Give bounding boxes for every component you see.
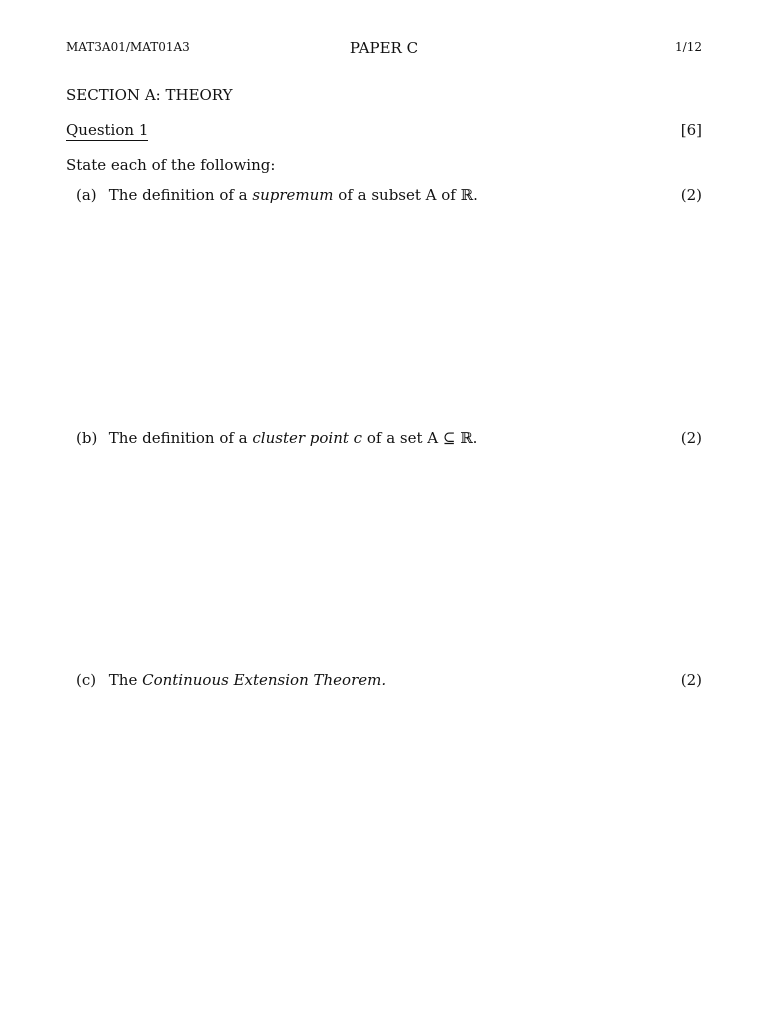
part-label: (c) xyxy=(76,671,97,689)
paper-title: PAPER C xyxy=(349,39,419,57)
course-code: MAT3A01/MAT01A3 xyxy=(66,40,190,54)
question-part-b xyxy=(76,429,477,447)
part-label: (a) xyxy=(76,186,97,204)
part-text: The Continuous Extension Theorem. xyxy=(108,671,387,689)
question-title: Question 1 xyxy=(66,121,149,139)
part-marks: (2) xyxy=(680,671,702,689)
part-text: The definition of a supremum of a subset A of ℝ. xyxy=(108,186,478,204)
question-intro: State each of the following: xyxy=(66,156,276,174)
part-marks: (2) xyxy=(680,186,702,204)
question-part-a xyxy=(76,186,478,204)
part-marks: (2) xyxy=(680,429,702,447)
page-number: 1/12 xyxy=(675,40,702,54)
question-part-c xyxy=(76,671,386,689)
section-title: SECTION A: THEORY xyxy=(66,86,233,104)
part-text: The definition of a cluster point c of a set A ⊆ ℝ. xyxy=(108,429,478,447)
part-label: (b) xyxy=(76,429,98,447)
question-total-marks: [6] xyxy=(680,121,702,139)
